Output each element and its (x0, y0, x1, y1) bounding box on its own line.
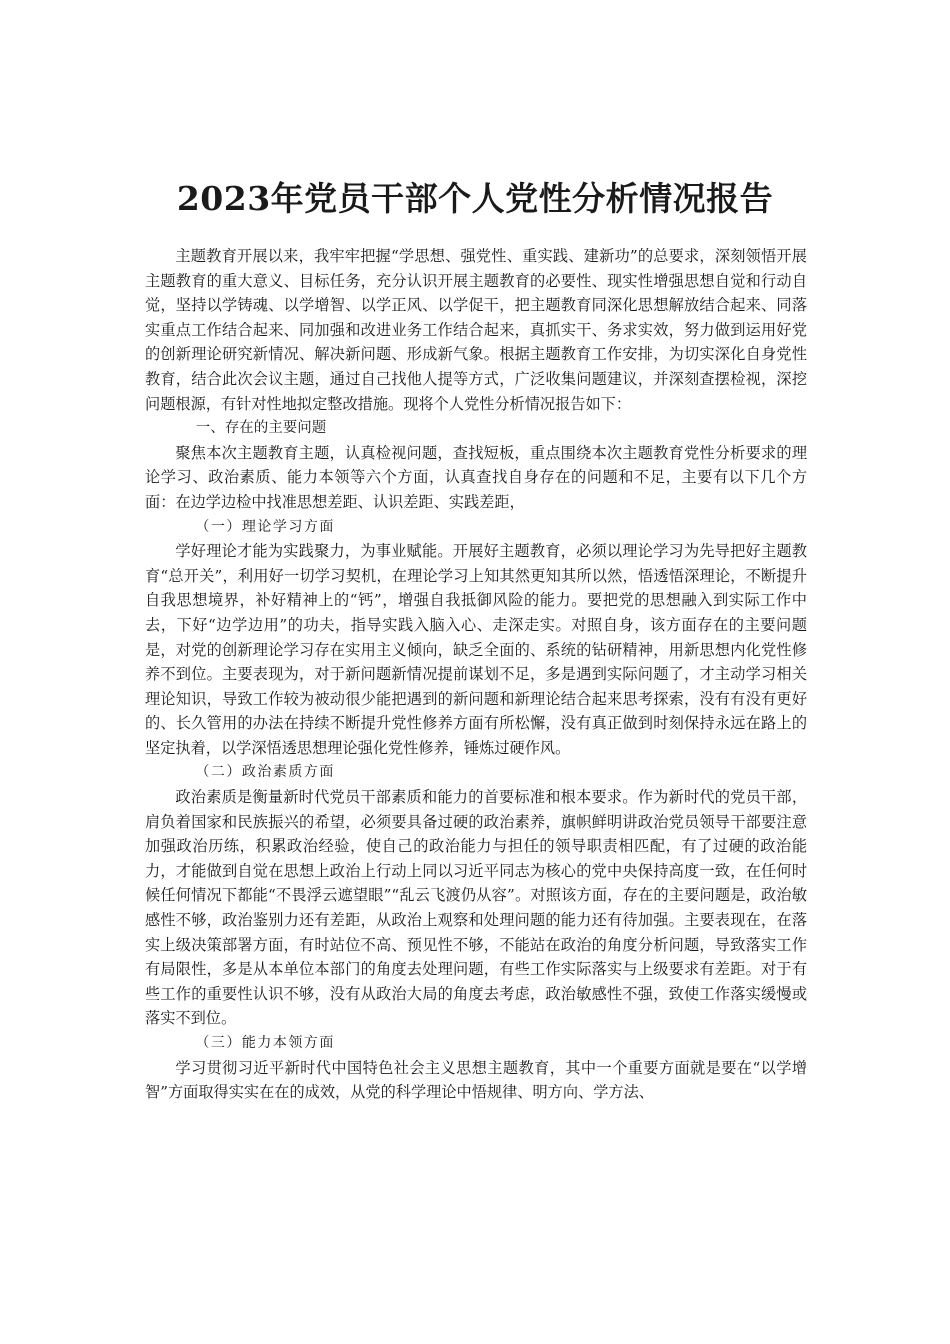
subsection-paragraph-ability: 学习贯彻习近平新时代中国特色社会主义思想主题教育，其中一个重要方面就是要在“以学增智”方面取得实实在在的成效，从党的科学理论中悟规律、明方向、学方法、 (145, 1058, 807, 1102)
subsection-heading-ability: （三）能力本领方面 (195, 1035, 335, 1051)
subsection-heading-political-quality: （二）政治素质方面 (195, 764, 335, 781)
subsection-paragraph-theory-study: 学好理论才能为实践聚力，为事业赋能。开展好主题教育，必须以理论学习为先导把好主题教育“总开关”，利用好一切学习契机，在理论学习上知其然更知其所以然，悟透悟深理论，不断提升自我思想境界，补好精神上的“钙”，增强自我抵御风险的能力。要把党的思想融入到实际工作中去，下好“边学边用”的功夫，指导实践入脑入心、走深走实。对照自身，该方面存在的主要问题是，对党的创新理论学习存在实用主义倾向，缺乏全面的、系统的钻研精神，用新思想内化党性修养不到位。主要表现为，对于新问题新情况提前谋划不足，多是遇到实际问题了，才主动学习相关理论知识，导致工作较为被动很少能把遇到的新问题和新理论结合起来思考探索，没有有没有更好的、长久管用的办法在持续不断提升党性修养方面有所松懈，没有真正做到时刻保持永远在路上的坚定执着，以学深悟透思想理论强化党性修养，锤炼过硬作风。 (145, 542, 807, 757)
intro-paragraph: 主题教育开展以来，我牢牢把握“学思想、强党性、重实践、建新功”的总要求，深刻领悟开展主题教育的重大意义、目标任务，充分认识开展主题教育的必要性、现实性增强思想自觉和行动自觉，坚持以学铸魂、以学增智、以学正风、以学促干，把主题教育同深化思想解放结合起来、同落实重点工作结合起来、同加强和改进业务工作结合起来，真抓实干、务求实效，努力做到运用好党的创新理论研究新情况、解决新问题、形成新气象。根据主题教育工作安排，为切实深化自身党性教育，结合此次会议主题，通过自己找他人提等方式，广泛收集问题建议，并深刻查摆检视，深挖问题根源，有针对性地拟定整改措施。现将个人党性分析情况报告如下： (145, 247, 807, 413)
document-body (145, 244, 807, 1105)
document-title: 2023年党员干部个人党性分析情况报告 (176, 179, 774, 218)
subsection-heading-theory-study: （一）理论学习方面 (195, 518, 335, 535)
section-paragraph-main-problems: 聚焦本次主题教育主题，认真检视问题，查找短板，重点围绕本次主题教育党性分析要求的理论学习、政治素质、能力本领等六个方面，认真查找自身存在的问题和不足，主要有以下几个方面：在边学边检中找准思想差距、认识差距、实践差距， (145, 443, 807, 511)
section-heading-main-problems: 一、存在的主要问题 (195, 420, 327, 437)
subsection-paragraph-political-quality: 政治素质是衡量新时代党员干部素质和能力的首要标准和根本要求。作为新时代的党员干部，肩负着国家和民族振兴的希望，必须要具备过硬的政治素养，旗帜鲜明讲政治党员领导干部要注意加强政治历练，积累政治经验，使自己的政治能力与担任的领导职责相匹配，有了过硬的政治能力，才能做到自觉在思想上政治上行动上同以习近平同志为核心的党中央保持高度一致，在任何时候任何情况下都能“不畏浮云遮望眼”“乱云飞渡仍从容”。对照该方面，存在的主要问题是，政治敏感性不够，政治鉴别力还有差距，从政治上观察和处理问题的能力还有待加强。主要表现在，在落实上级决策部署方面，有时站位不高、预见性不够，不能站在政治的角度分析问题，导致落实工作有局限性，多是从本单位本部门的角度去处理问题，有些工作实际落实与上级要求有差距。对于有些工作的重要性认识不够，没有从政治大局的角度去考虑，政治敏感性不强，致使工作落实缓慢或落实不到位。 (145, 788, 807, 1028)
